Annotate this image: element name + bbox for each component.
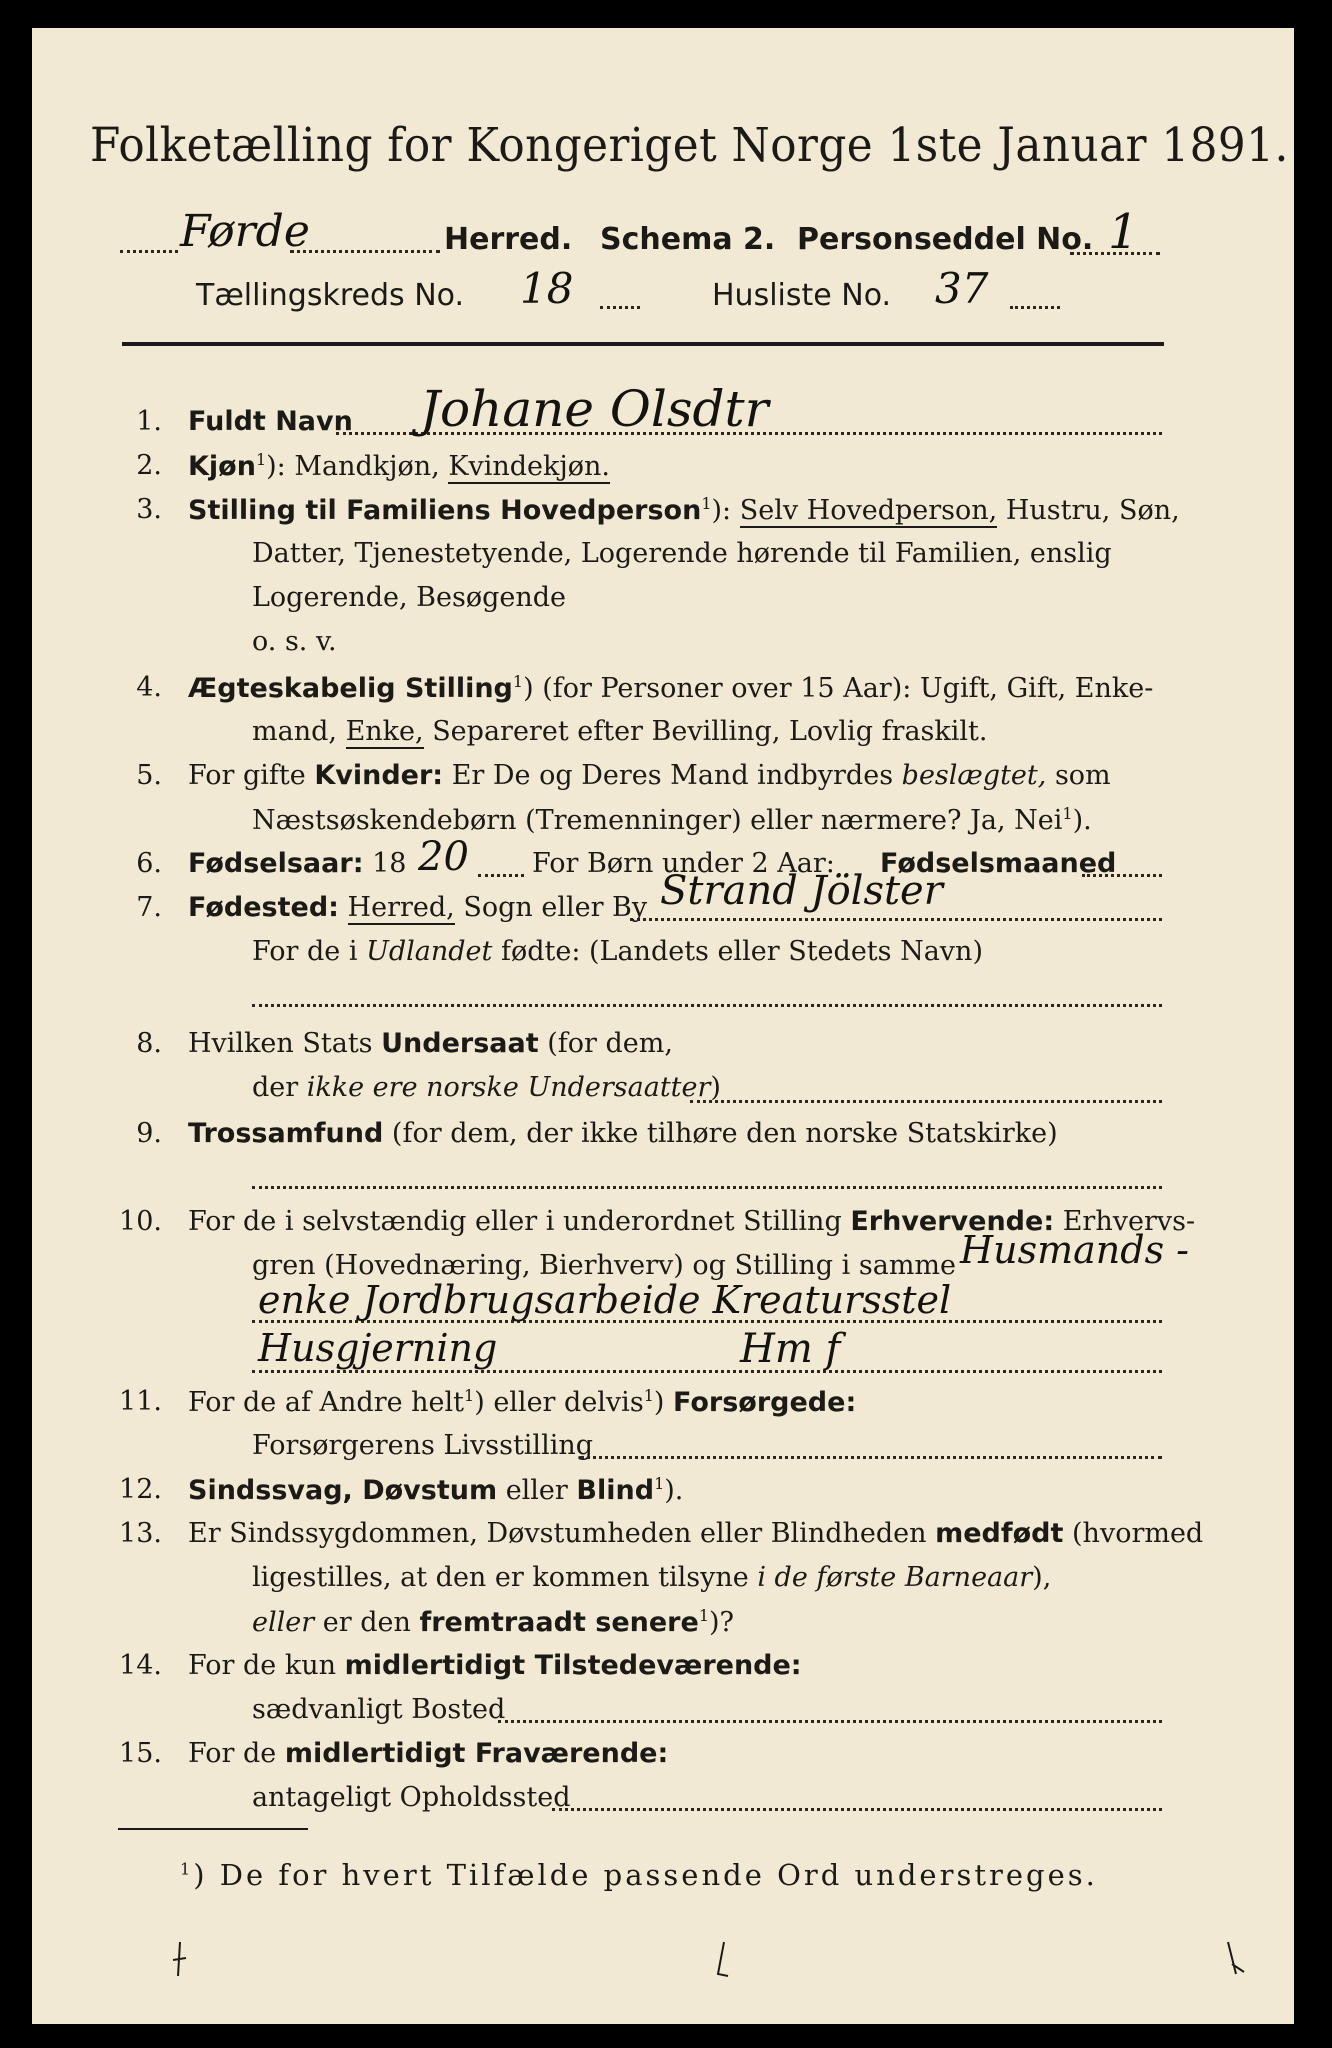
question-number: 15. [119,1738,162,1769]
q4-enke: Enke, [345,716,424,747]
census-form-page [32,28,1294,2024]
q7-value: Strand Jölster [660,868,943,914]
q8-text-a: Hvilken Stats [188,1028,373,1059]
q2-label: Kjøn [188,451,256,482]
q8-text-b: (for dem, [547,1028,673,1059]
q10-text-a: For de i selvstændig eller i underordnet Stilling [188,1206,842,1237]
q6-fill-line-2 [1082,874,1162,877]
q3-line-2: Datter, Tjenestetyende, Logerende hørende til Familien, enslig [252,538,1112,569]
q9-label: Trossamfund [188,1118,384,1149]
q5-sup: 1 [1062,804,1073,823]
bottom-mark-left [170,1940,190,1980]
q5-text-b: Er De og Deres Mand indbyrdes [451,760,894,791]
q10-label: Erhvervende: [850,1206,1055,1237]
q7-label: Fødested: [188,892,339,923]
question-number: 8. [136,1028,162,1059]
q3-selv-hovedperson: Selv Hovedperson, [739,495,998,526]
kreds-fill-line [600,306,640,309]
q11-label: Forsørgede: [673,1387,857,1418]
q6-text-a: For Børn under 2 Aar: [532,848,835,879]
question-number: 11. [119,1386,162,1417]
question-number: 2. [136,450,162,481]
question-number: 7. [136,892,162,923]
q10-value-2: enke Jordbrugsarbeide Kreatursstel [258,1278,952,1322]
q7-text-b: Sogn eller By [463,892,648,923]
schema-label: Schema 2. [600,222,776,257]
q15-line-2: antageligt Opholdssted [252,1782,571,1813]
q3-line-3: Logerende, Besøgende [252,582,566,613]
q5-text-c: som [1054,760,1111,791]
q7-fill-line [630,918,1162,921]
footnote-sup: 1 [180,1859,194,1879]
q8-line-2-a: der [252,1072,299,1103]
herred-label: Herred. [444,222,573,257]
q8-fill-line [690,1100,1162,1103]
q7-udlandet: Udlandet [366,936,493,967]
q6-label: Fødselsaar: [188,848,364,879]
q3-label: Stilling til Familiens Hovedperson [188,495,702,526]
q13-line-3-end: )? [709,1607,735,1638]
q9-text-a: (for dem, der ikke tilhøre den norske Statskirke) [391,1118,1058,1149]
q13-sup: 1 [698,1606,709,1625]
q7-fill-line-2 [252,1004,1162,1007]
q15-label: midlertidigt Fraværende: [284,1738,669,1769]
q13-line-2-it: i de første Barneaar [757,1562,1033,1593]
personseddel-value: 1 [1108,204,1139,260]
q13-label: medfødt [935,1518,1064,1549]
husliste-label: Husliste No. [712,278,892,313]
q2-sup: 1 [255,450,267,469]
q14-fill-line [498,1720,1162,1723]
q4-text-a: ) (for Personer over 15 Aar): Ugift, Gift, Enke- [523,673,1154,704]
q4-line-2-a: mand, [252,716,337,747]
q11-text-b: ) eller delvis [474,1387,644,1418]
q13-line-2-b: ), [1032,1562,1052,1593]
q13-text-a: Er Sindssygdommen, Døvstumheden eller Blindheden [188,1518,927,1549]
q5-beslaegtet: beslægtet, [901,760,1047,791]
footnote-text: ) De for hvert Tilfælde passende Ord understreges. [193,1858,1098,1892]
q3-sup: 1 [701,494,712,513]
kreds-label: Tællingskreds No. [196,278,464,313]
q11-fill-line [580,1456,1162,1459]
q11-sup-1: 1 [464,1386,475,1405]
q12-text-a: eller [505,1475,568,1506]
herred-fill-line-2 [290,250,440,253]
q13-line-3-it: eller [252,1607,315,1638]
q10-line-2: gren (Hovednæring, Bierhverv) og Stilling i samme [252,1250,957,1281]
q11-sup-2: 1 [643,1386,654,1405]
herred-fill-line [120,250,178,253]
q2-kvindekjon: Kvindekjøn. [448,451,610,482]
q12-label-b: Blind [576,1475,655,1506]
q5-text-a: For gifte [188,760,306,791]
q5-label: Kvinder: [314,760,444,791]
q7-herred: Herred, [347,892,455,923]
question-number: 10. [119,1206,162,1237]
herred-value: Førde [180,206,310,257]
q15-fill-line [552,1808,1162,1811]
footnote [180,1858,1098,1892]
q11-text-a: For de af Andre helt [188,1387,465,1418]
q11-line-2: Forsørgerens Livsstilling [252,1430,594,1461]
question-number: 9. [136,1118,162,1149]
q8-line-2-it: ikke ere norske Undersaatter [306,1072,711,1103]
bottom-mark-right [1224,1940,1248,1980]
q9-fill-line [252,1186,1162,1189]
q13-text-b: (hvormed [1072,1518,1204,1549]
personseddel-fill-line [1070,252,1160,255]
q2-text-a: ): Mandkjøn, [266,451,440,482]
q10-fill-line-2 [252,1370,1162,1373]
q10-value-4: Hm f [740,1326,841,1372]
question-number: 5. [136,760,162,791]
q4-label: Ægteskabelig Stilling [188,673,513,704]
q8-line-2-b: ) [710,1072,721,1103]
question-number: 1. [136,406,162,437]
question-number: 12. [119,1474,162,1505]
q5-line-2: Næstsøskendebørn (Tremenninger) eller nærmere? Ja, Nei [252,805,1063,836]
q12-label: Sindssvag, Døvstum [188,1475,498,1506]
question-number: 4. [136,672,162,703]
q6-label-b: Fødselsmaaned [880,848,1117,879]
personseddel-label: Personseddel No. [797,222,1094,257]
q6-prefix: 18 [372,848,407,879]
footnote-rule [118,1828,308,1830]
q14-line-2: sædvanligt Bosted [252,1694,506,1725]
q5-line-2-end: ). [1072,805,1092,836]
q4-sup: 1 [512,672,524,691]
q3-line-4: o. s. v. [252,626,337,657]
q6-fill-line [478,874,524,877]
header-divider [122,342,1164,346]
q6-value: 20 [418,834,469,880]
kreds-value: 18 [520,264,574,313]
q14-text-a: For de kun [188,1650,336,1681]
q7-line-2-a: For de i [252,936,358,967]
question-number: 6. [136,848,162,879]
question-number: 14. [119,1650,162,1681]
q15-text-a: For de [188,1738,277,1769]
q8-label: Undersaat [381,1028,539,1059]
q13-line-2-a: ligestilles, at den er kommen tilsyne [252,1562,749,1593]
q7-line-2-b: fødte: (Landets eller Stedets Navn) [500,936,983,967]
form-title: Folketælling for Kongeriget Norge 1ste Januar 1891. [90,118,1289,173]
q3-text-a: ): [711,495,732,526]
q12-end: ). [664,1475,684,1506]
q10-value-3: Husgjerning [258,1326,498,1370]
q10-value-1: Husmands - [960,1228,1190,1272]
husliste-fill-line [1010,306,1060,309]
q10-text-b: Erhvervs- [1062,1206,1196,1237]
bottom-mark-center [712,1940,732,1980]
question-number: 3. [136,494,162,525]
q11-text-c: ) [653,1387,665,1418]
q3-text-c: Hustru, Søn, [1005,495,1180,526]
q12-sup: 1 [654,1474,665,1493]
husliste-value: 37 [935,264,989,313]
question-number: 13. [119,1518,162,1549]
q13-line-3-label: fremtraadt senere [419,1607,699,1638]
q13-line-3-a: er den [322,1607,411,1638]
q4-line-2-c: Separeret efter Bevilling, Lovlig fraskilt. [432,716,988,747]
q1-label: Fuldt Navn [188,406,353,437]
q14-label: midlertidigt Tilstedeværende: [344,1650,802,1681]
q1-value: Johane Olsdtr [420,380,769,438]
